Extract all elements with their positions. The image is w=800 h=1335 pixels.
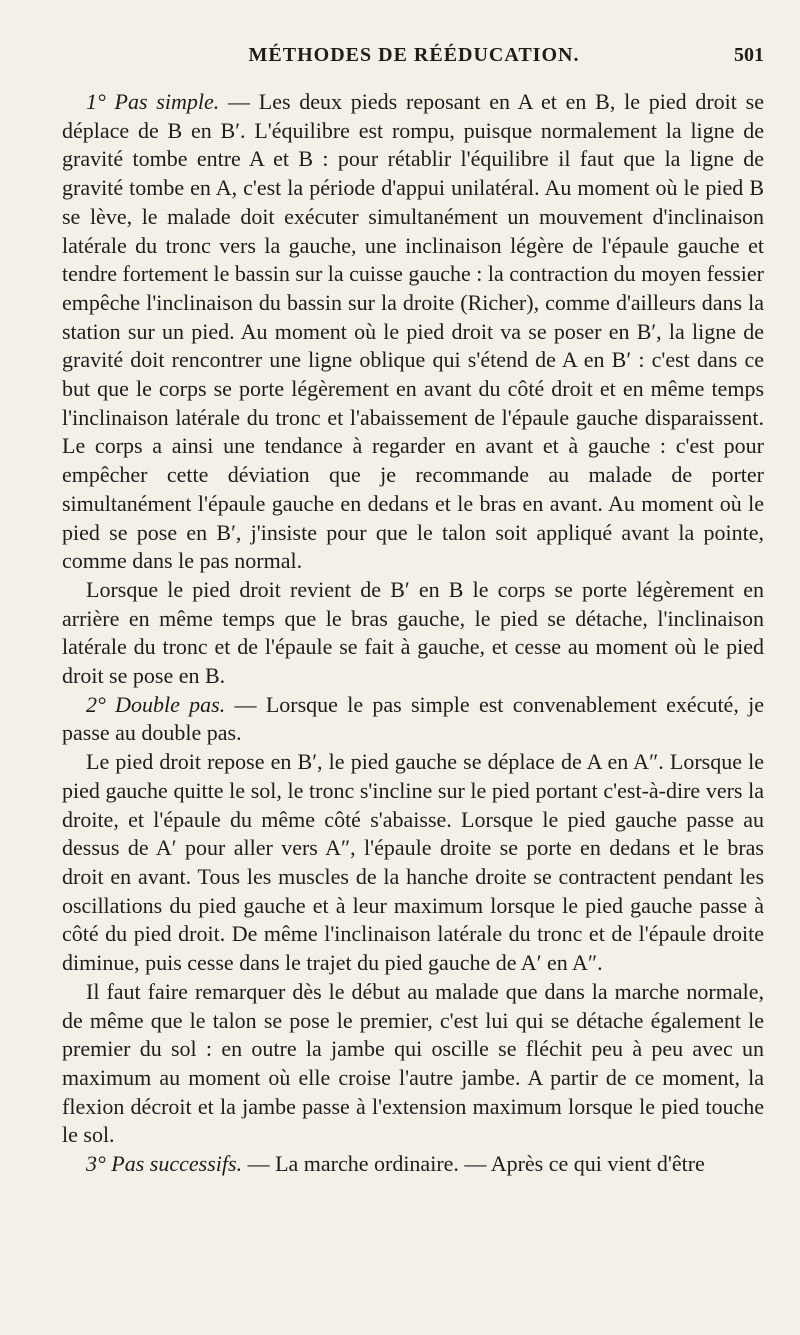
- section-label: 1° Pas simple.: [86, 89, 220, 114]
- paragraph-remarque: [62, 978, 764, 1150]
- paragraph-text: Lorsque le pied droit revient de B′ en B le corps se porte légèrement en arrière en même temps que le bras gauche, le pied se détache, l'inclinaison latérale du tronc et de l'épaule se fait à gauche, et cesse au moment où le pied droit se pose en B.: [62, 576, 764, 689]
- paragraph-text: — Lorsque le pas simple est convenablement exécuté, je passe au double pas.: [62, 691, 764, 746]
- paragraph-double-pas: [62, 691, 764, 748]
- paragraph-pas-simple: [62, 88, 764, 576]
- page-header: [64, 44, 764, 78]
- section-label: 3° Pas successifs.: [86, 1151, 243, 1177]
- paragraph-pied-gauche: [62, 748, 764, 978]
- paragraph-text: Le pied droit repose en B′, le pied gauche se déplace de A en A″. Lorsque le pied gauche quitte le sol, le tronc s'incline sur le pied portant c'est-à-dire vers la droite, et l'épaule du même côté s'abaisse. Lorsque le pied gauche passe au dessus de A′ pour aller vers A″, l'épaule droite se porte en dedans et le bras droit en avant. Tous les muscles de la hanche droite se contractent pendant les oscillations du pied gauche et à leur maximum lorsque le pied gauche passe à côté du pied droit. De même l'inclinaison latérale du tronc et de l'épaule droite diminue, puis cesse dans le trajet du pied gauche de A′ en A″.: [62, 749, 764, 976]
- section-label: 2° Double pas.: [86, 691, 226, 717]
- paragraph-pas-successifs: [62, 1150, 764, 1179]
- running-title: MÉTHODES DE RÉÉDUCATION.: [248, 44, 580, 66]
- body-text: [62, 88, 764, 1179]
- paragraph-text: — La marche ordinaire. — Après ce qui vient d'être: [242, 1151, 705, 1177]
- page-number: 501: [734, 44, 764, 66]
- paragraph-text: Il faut faire remarquer dès le début au malade que dans la marche normale, de même que le talon se pose le premier, c'est lui qui se détache également le premier du sol : en outre la jambe qui oscille se fléchit peu à peu avec un maximum au moment où elle croise l'autre jambe. A partir de ce moment, la flexion décroit et la jambe passe à l'extension maximum lorsque le pied touche le sol.: [62, 978, 764, 1148]
- paragraph-text: — Les deux pieds reposant en A et en B, le pied droit se déplace de B en B′. L'équilibre est rompu, puisque normalement la ligne de gravité tombe entre A et B : pour rétablir l'équilibre il faut que la ligne de gravité tombe en A, c'est la période d'appui unilatéral. Au moment où le pied B se lève, le malade doit exécuter simultanément un mouvement d'inclinaison latérale du tronc vers la gauche, une inclinaison légère de l'épaule gauche et tendre fortement le bassin sur la cuisse gauche : la contraction du moyen fessier empêche l'inclinaison du bassin sur la droite (Richer), comme d'ailleurs dans la station sur un pied. Au moment où le pied droit va se poser en B′, la ligne de gravité doit rencontrer une ligne oblique qui s'étend de A en B′ : c'est dans ce but que le corps se porte légèrement en avant du côté droit et en même temps l'inclinaison latérale du tronc et l'abaissement de l'épaule gauche disparaissent. Le corps a ainsi une tendance à regarder en avant et à gauche : c'est pour empêcher cette déviation que je recommande au malade de porter simultanément l'épaule gauche en dedans et le bras en avant. Au moment où le pied se pose en B′, j'insiste pour que le talon soit appliqué avant la pointe, comme dans le pas normal.: [62, 89, 764, 574]
- paragraph-retour-pied: [62, 576, 764, 691]
